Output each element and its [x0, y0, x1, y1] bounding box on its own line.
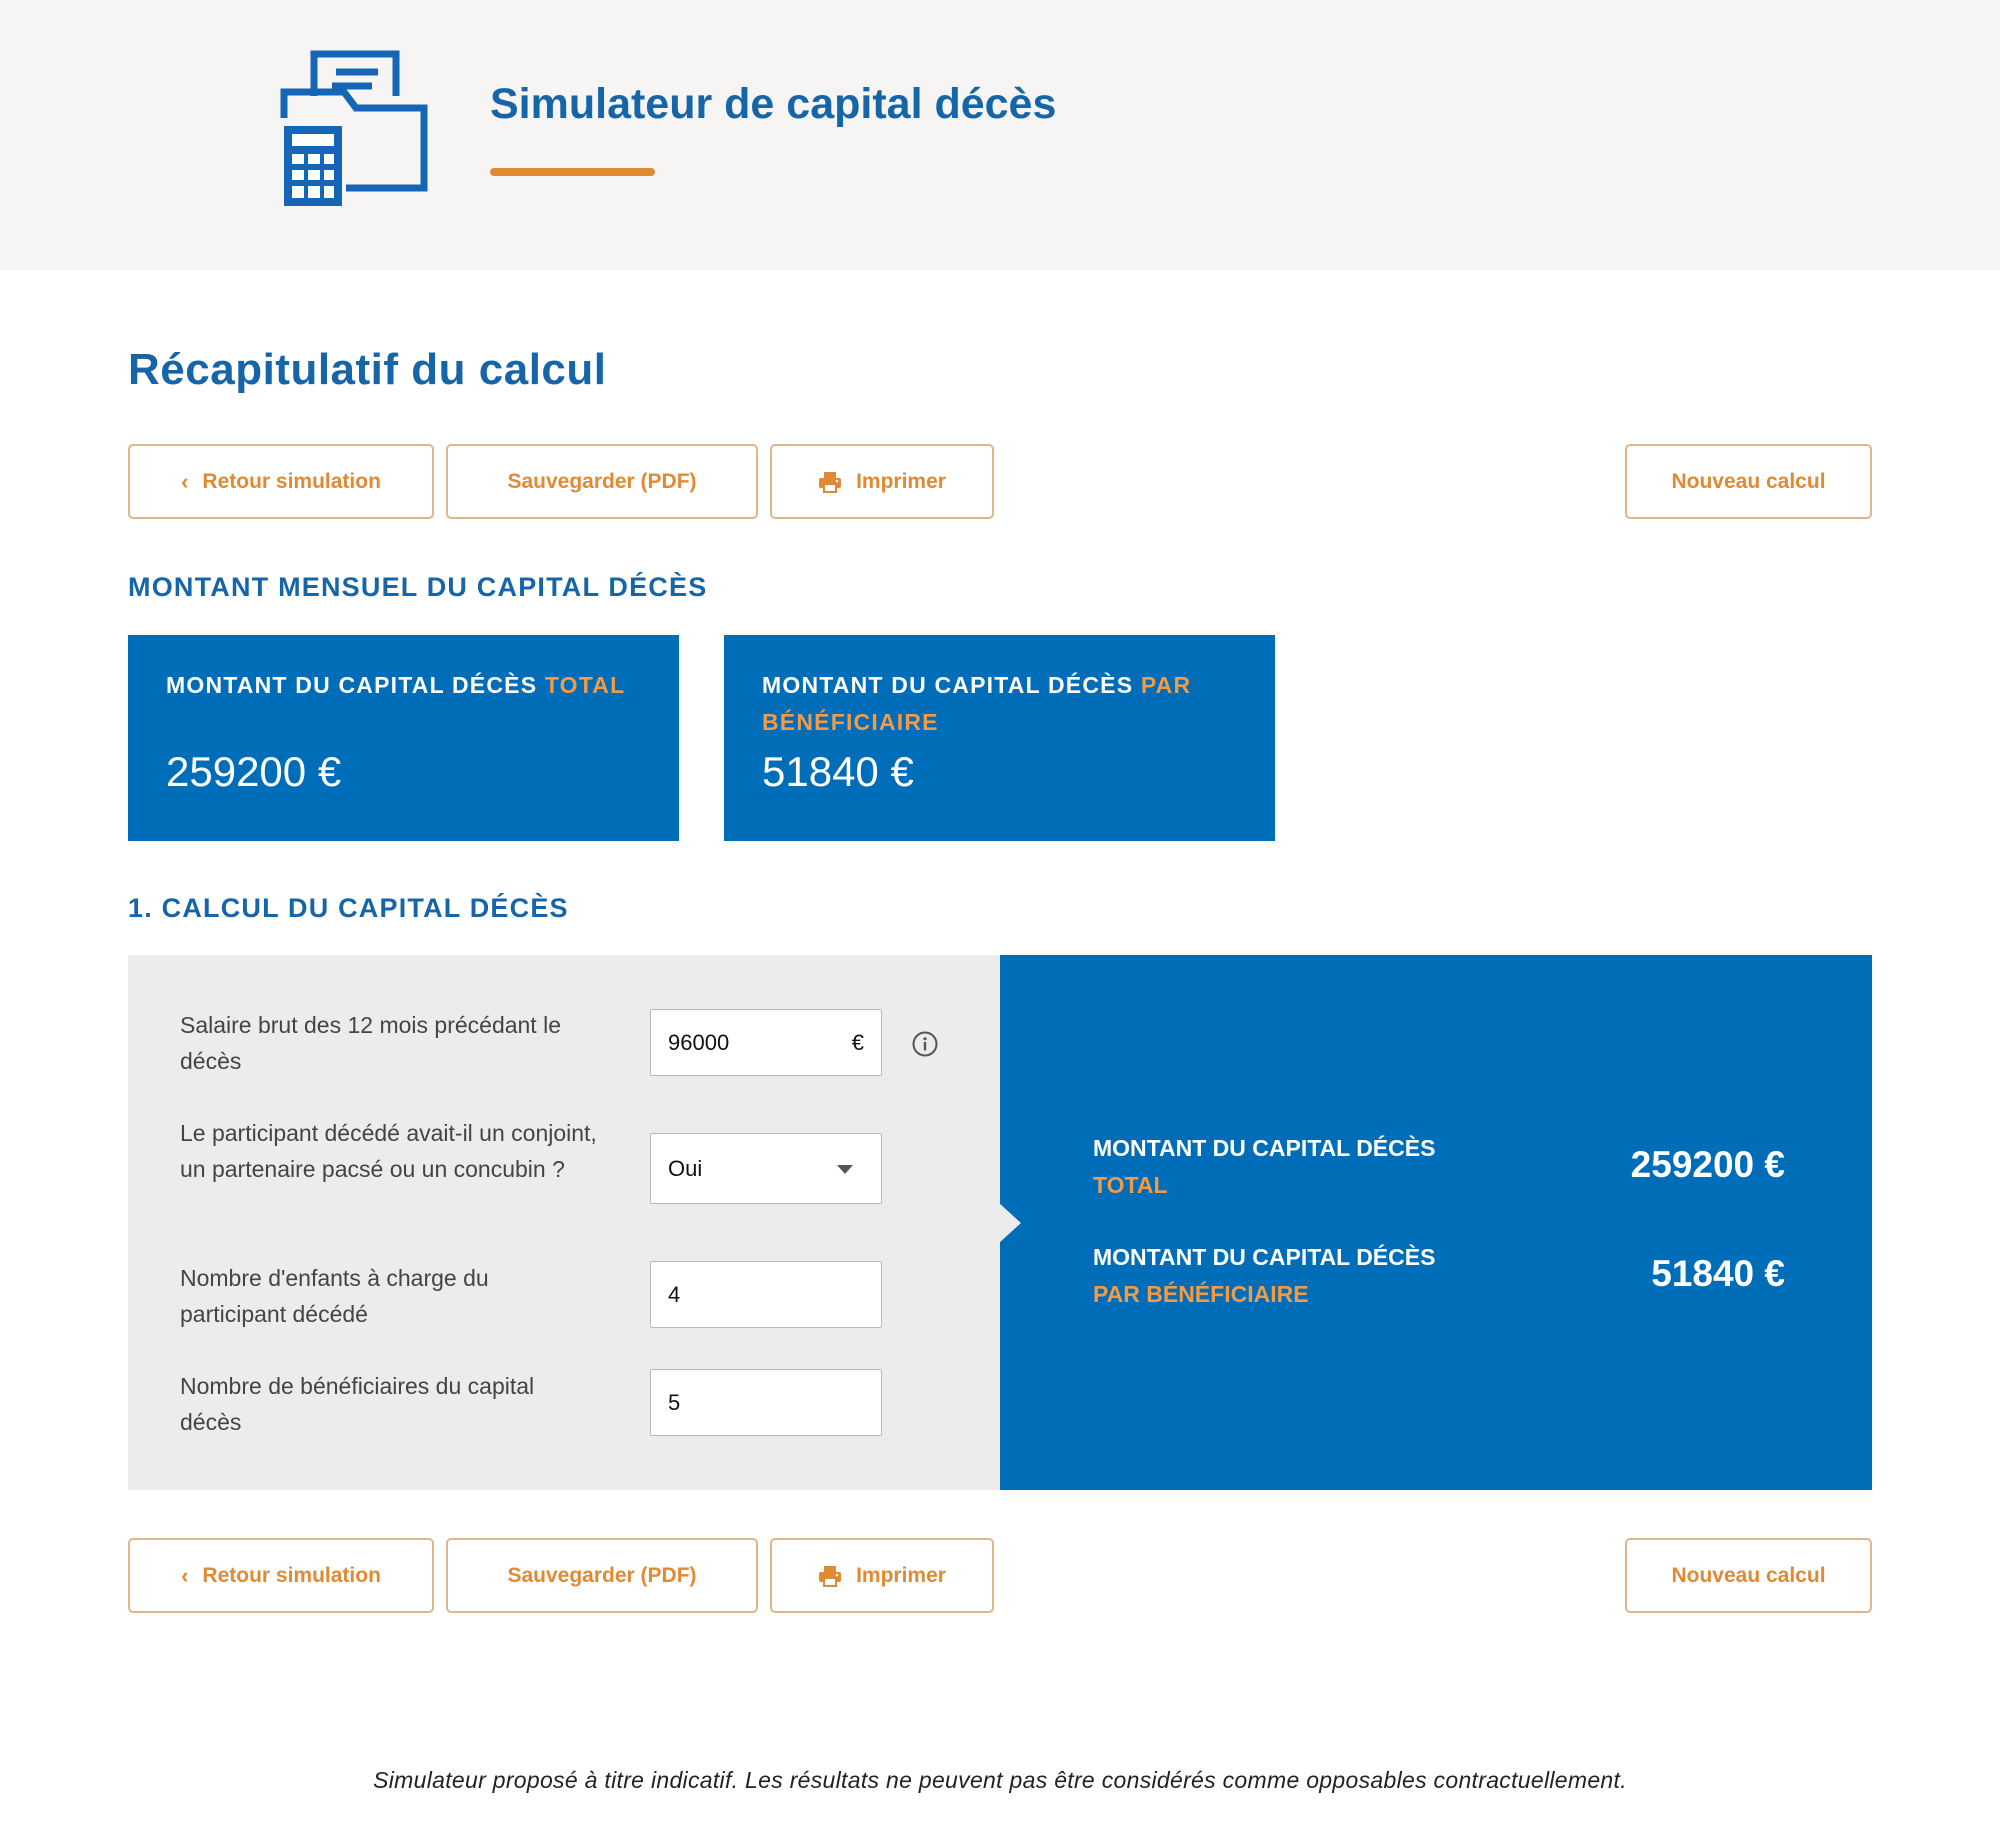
result-total-value: 259200 €: [1630, 1144, 1785, 1185]
back-simulation-label: Retour simulation: [202, 1563, 381, 1587]
printer-icon: [818, 1565, 842, 1587]
children-value: 4: [668, 1281, 681, 1307]
calculator-documents-icon: [280, 50, 430, 210]
back-simulation-button[interactable]: [128, 444, 434, 519]
summary-card-label: MONTANT DU CAPITAL DÉCÈS PAR BÉNÉFICIAIRE: [762, 672, 1192, 735]
save-pdf-button[interactable]: [446, 444, 758, 519]
print-label: Imprimer: [856, 469, 946, 493]
back-simulation-label: Retour simulation: [202, 469, 381, 493]
spouse-select[interactable]: [650, 1133, 882, 1204]
page-title: Récapitulatif du calcul: [128, 345, 607, 394]
salary-label: Salaire brut des 12 mois précédant le décès: [180, 1012, 561, 1074]
result-per-beneficiary-value: 51840 €: [1651, 1253, 1785, 1294]
calculation-form-panel: [128, 955, 1001, 1490]
panel-notch: [999, 1203, 1021, 1243]
info-icon[interactable]: [912, 1031, 938, 1057]
calculation-result-panel: [1000, 955, 1872, 1490]
print-label: Imprimer: [856, 1563, 946, 1587]
beneficiaries-input[interactable]: [650, 1369, 882, 1436]
salary-value: 96000: [668, 1029, 730, 1055]
save-pdf-label: Sauvegarder (PDF): [507, 469, 697, 493]
print-button[interactable]: [770, 1538, 994, 1613]
printer-icon: [818, 471, 842, 493]
summary-section-title: MONTANT MENSUEL DU CAPITAL DÉCÈS: [128, 572, 708, 602]
children-input[interactable]: [650, 1261, 882, 1328]
beneficiaries-label: Nombre de bénéficiaires du capital décès: [180, 1373, 535, 1435]
summary-card-per-beneficiary: [724, 635, 1275, 841]
caret-down-icon: [837, 1165, 853, 1174]
spouse-label: Le participant décédé avait-il un conjoint, un partenaire pacsé ou un concubin ?: [180, 1120, 597, 1182]
summary-card-value: 259200 €: [166, 748, 342, 795]
summary-card-total: [128, 635, 679, 841]
page-header: [0, 0, 2000, 270]
app-title: Simulateur de capital décès: [490, 80, 1057, 128]
new-calculation-button[interactable]: [1625, 444, 1872, 519]
new-calculation-label: Nouveau calcul: [1671, 1563, 1826, 1587]
back-simulation-button[interactable]: [128, 1538, 434, 1613]
print-button[interactable]: [770, 444, 994, 519]
chevron-left-icon: ‹: [181, 468, 189, 494]
save-pdf-label: Sauvegarder (PDF): [507, 1563, 697, 1587]
new-calculation-label: Nouveau calcul: [1671, 469, 1826, 493]
summary-card-label: MONTANT DU CAPITAL DÉCÈS TOTAL: [166, 672, 626, 698]
euro-unit: €: [851, 1029, 864, 1055]
new-calculation-button[interactable]: [1625, 1538, 1872, 1613]
title-underline: [490, 168, 655, 176]
summary-card-value: 51840 €: [762, 748, 914, 795]
result-per-beneficiary-label: MONTANT DU CAPITAL DÉCÈS PAR BÉNÉFICIAIRE: [1093, 1244, 1436, 1307]
spouse-value: Oui: [668, 1155, 703, 1181]
save-pdf-button[interactable]: [446, 1538, 758, 1613]
beneficiaries-value: 5: [668, 1389, 681, 1415]
calculation-section-title: 1. CALCUL DU CAPITAL DÉCÈS: [128, 893, 569, 923]
result-total-label: MONTANT DU CAPITAL DÉCÈS TOTAL: [1093, 1135, 1436, 1198]
disclaimer-text: Simulateur proposé à titre indicatif. Les résultats ne peuvent pas être considérés comme opposables contractuellement.: [373, 1767, 1627, 1793]
children-label: Nombre d'enfants à charge du participant décédé: [180, 1265, 489, 1327]
salary-input[interactable]: [650, 1009, 882, 1076]
chevron-left-icon: ‹: [181, 1562, 189, 1588]
